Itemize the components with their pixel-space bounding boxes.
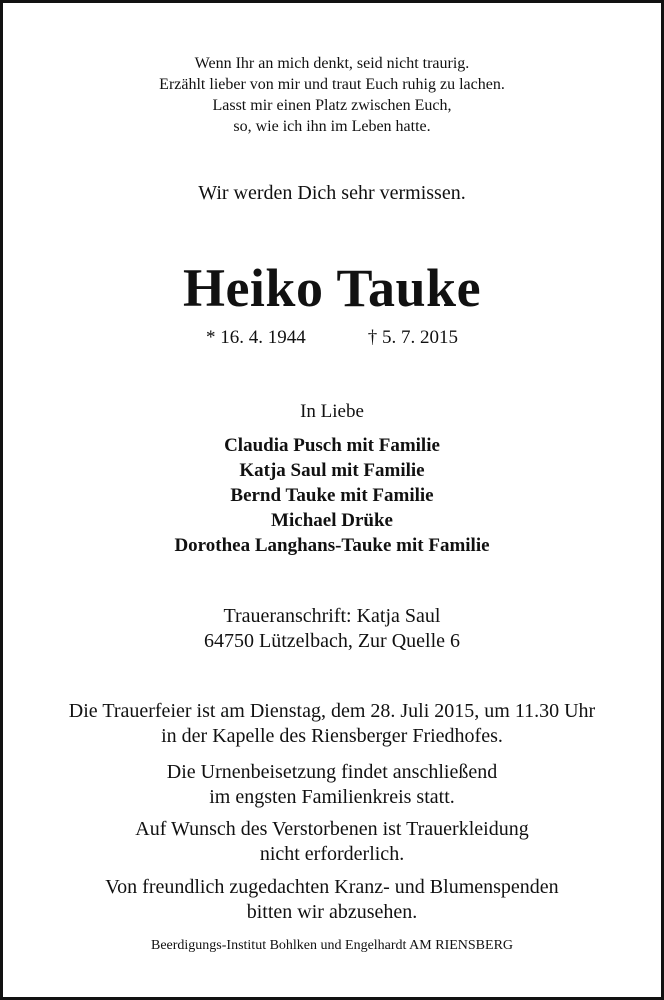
mourning-dress-note [3, 817, 661, 867]
address-line: 64750 Lützelbach, Zur Quelle 6 [203, 630, 461, 652]
ceremony-line: in der Kapelle des Riensberger Friedhofes. [161, 725, 503, 747]
life-dates [3, 326, 661, 350]
poem-line: so, wie ich ihn im Leben hatte. [233, 118, 431, 135]
mourners-list [3, 433, 661, 558]
death-date: † 5. 7. 2015 [367, 327, 458, 348]
mourner-name: Katja Saul mit Familie [239, 460, 425, 481]
mourner-name: Claudia Pusch mit Familie [224, 435, 440, 456]
ceremony-line: Die Trauerfeier ist am Dienstag, dem 28. Juli 2015, um 11.30 Uhr [68, 700, 596, 722]
urn-burial-info [3, 760, 661, 810]
mourner-name: Bernd Tauke mit Familie [230, 485, 434, 506]
mourner-name: Michael Drüke [271, 510, 393, 531]
mourner-name: Dorothea Langhans-Tauke mit Familie [174, 535, 490, 556]
poem-line: Wenn Ihr an mich denkt, seid nicht traurig. [194, 55, 470, 72]
wish-line: nicht erforderlich. [259, 843, 405, 865]
urn-line: Die Urnenbeisetzung findet anschließend [166, 761, 498, 783]
urn-line: im engsten Familienkreis statt. [209, 786, 455, 808]
deceased-name: Heiko Tauke [182, 258, 482, 318]
flowers-line: bitten wir abzusehen. [246, 901, 418, 923]
flowers-line: Von freundlich zugedachten Kranz- und Blumenspenden [105, 876, 559, 898]
mourners-intro: In Liebe [300, 401, 364, 422]
poem-line: Erzählt lieber von mir und traut Euch ruhig zu lachen. [159, 76, 505, 93]
funeral-home: Beerdigungs-Institut Bohlken und Engelhardt AM RIENSBERG [150, 938, 514, 953]
address-line: Traueranschrift: Katja Saul [223, 605, 441, 627]
poem-line: Lasst mir einen Platz zwischen Euch, [212, 97, 452, 114]
wish-line: Auf Wunsch des Verstorbenen ist Trauerkleidung [135, 818, 529, 840]
funeral-ceremony-info [3, 699, 661, 749]
memorial-poem [3, 53, 661, 137]
flowers-note [3, 875, 661, 925]
birth-date: * 16. 4. 1944 [206, 327, 306, 348]
mourning-address [3, 604, 661, 654]
miss-line: Wir werden Dich sehr vermissen. [198, 182, 466, 204]
